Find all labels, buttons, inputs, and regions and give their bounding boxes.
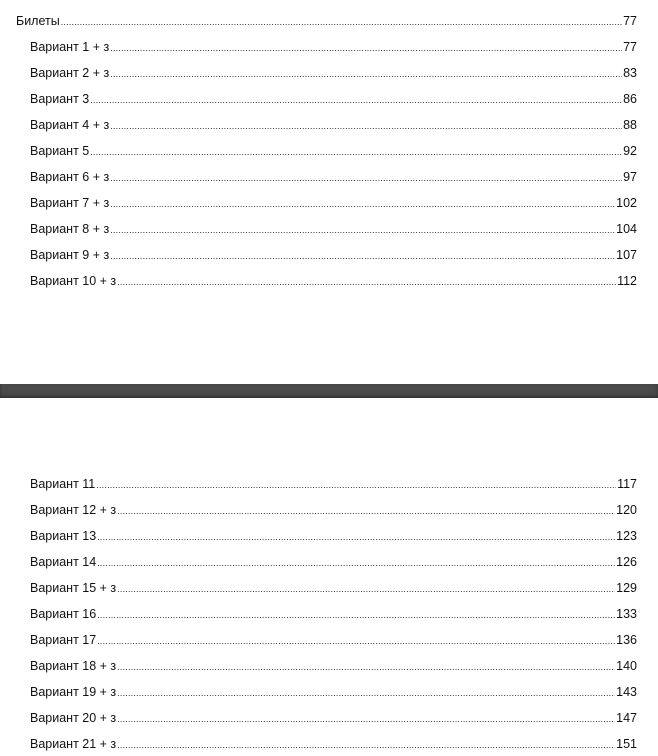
toc-entry-title: Вариант 11 <box>30 477 96 491</box>
toc-entry[interactable] <box>30 65 637 81</box>
toc-leader-dots <box>117 659 615 675</box>
toc-entry[interactable] <box>30 606 637 622</box>
toc-page-number: 104 <box>616 222 637 236</box>
toc-page-number: 97 <box>623 170 637 184</box>
toc-page-number: 126 <box>616 555 637 569</box>
toc-entry[interactable] <box>30 684 637 700</box>
toc-entry[interactable] <box>30 736 637 752</box>
toc-entry[interactable] <box>30 502 637 518</box>
document-page-bottom <box>0 398 658 756</box>
toc-page-number: 140 <box>616 659 637 673</box>
toc-page-number: 151 <box>616 737 637 751</box>
toc-entry-title: Вариант 16 <box>30 607 97 621</box>
toc-leader-dots <box>61 14 622 30</box>
toc-entry-title: Вариант 4 + з <box>30 118 110 132</box>
toc-entry-title: Вариант 21 + з <box>30 737 117 751</box>
toc-entry-title: Вариант 2 + з <box>30 66 110 80</box>
toc-entry-title: Вариант 6 + з <box>30 170 110 184</box>
toc-section-title: Билеты <box>16 14 60 28</box>
toc-leader-dots <box>110 248 615 264</box>
toc-leader-dots <box>110 222 615 238</box>
toc-entry-title: Вариант 13 <box>30 529 97 543</box>
toc-entry-title: Вариант 17 <box>30 633 97 647</box>
toc-leader-dots <box>97 555 615 571</box>
toc-leader-dots <box>117 581 615 597</box>
toc-leader-dots <box>97 633 615 649</box>
toc-entry[interactable] <box>30 476 637 492</box>
toc-page-number: 123 <box>616 529 637 543</box>
toc-entry[interactable] <box>30 221 637 237</box>
toc-leader-dots <box>90 92 622 108</box>
toc-page-number: 120 <box>616 503 637 517</box>
toc-page-number: 112 <box>617 274 637 288</box>
toc-entry[interactable] <box>30 710 637 726</box>
toc-entry-title: Вариант 19 + з <box>30 685 117 699</box>
toc-entry[interactable] <box>30 554 637 570</box>
toc-leader-dots <box>90 144 622 160</box>
toc-page-number: 102 <box>616 196 637 210</box>
toc-entry[interactable] <box>30 580 637 596</box>
toc-leader-dots <box>96 477 616 493</box>
toc-page-number: 88 <box>623 118 637 132</box>
toc-leader-dots <box>117 711 615 727</box>
toc-entry[interactable] <box>30 117 637 133</box>
toc-page-number: 83 <box>623 66 637 80</box>
toc-entry[interactable] <box>30 169 637 185</box>
toc-page-number: 147 <box>616 711 637 725</box>
toc-entry-title: Вариант 3 <box>30 92 90 106</box>
toc-entry[interactable] <box>30 195 637 211</box>
toc-leader-dots <box>110 118 622 134</box>
toc-entry-title: Вариант 10 + з <box>30 274 117 288</box>
toc-page-number: 136 <box>616 633 637 647</box>
toc-leader-dots <box>110 196 615 212</box>
toc-entry-title: Вариант 9 + з <box>30 248 110 262</box>
toc-entry-title: Вариант 15 + з <box>30 581 117 595</box>
toc-page-number: 77 <box>623 14 637 28</box>
toc-entry[interactable] <box>30 632 637 648</box>
toc-entry-title: Вариант 7 + з <box>30 196 110 210</box>
toc-leader-dots <box>110 40 622 56</box>
toc-leader-dots <box>97 607 615 623</box>
toc-entry[interactable] <box>30 528 637 544</box>
toc-entry[interactable] <box>30 143 637 159</box>
page-separator <box>0 384 658 398</box>
toc-entry[interactable] <box>30 247 637 263</box>
toc-entry-title: Вариант 20 + з <box>30 711 117 725</box>
toc-page-number: 77 <box>623 40 637 54</box>
toc-leader-dots <box>97 529 615 545</box>
toc-entry-title: Вариант 12 + з <box>30 503 117 517</box>
toc-section-tickets[interactable] <box>16 13 637 29</box>
toc-leader-dots <box>117 737 615 753</box>
toc-page-number: 133 <box>616 607 637 621</box>
toc-page-number: 129 <box>616 581 637 595</box>
toc-leader-dots <box>117 503 615 519</box>
toc-leader-dots <box>117 685 615 701</box>
toc-entry[interactable] <box>30 91 637 107</box>
toc-page-number: 143 <box>616 685 637 699</box>
toc-entry-title: Вариант 5 <box>30 144 90 158</box>
toc-entry-title: Вариант 14 <box>30 555 97 569</box>
toc-entry-title: Вариант 1 + з <box>30 40 110 54</box>
toc-page-number: 92 <box>623 144 637 158</box>
toc-leader-dots <box>110 170 622 186</box>
toc-leader-dots <box>110 66 622 82</box>
toc-entry[interactable] <box>30 658 637 674</box>
toc-entry-title: Вариант 18 + з <box>30 659 117 673</box>
toc-page-number: 86 <box>623 92 637 106</box>
toc-page-number: 117 <box>617 477 637 491</box>
toc-page-number: 107 <box>616 248 637 262</box>
clipped-toc-entry-text <box>30 0 270 3</box>
toc-entry-title: Вариант 8 + з <box>30 222 110 236</box>
toc-entry[interactable] <box>30 273 637 289</box>
clipped-toc-entry-page <box>627 0 637 2</box>
toc-entry[interactable] <box>30 39 637 55</box>
toc-leader-dots <box>117 274 616 290</box>
